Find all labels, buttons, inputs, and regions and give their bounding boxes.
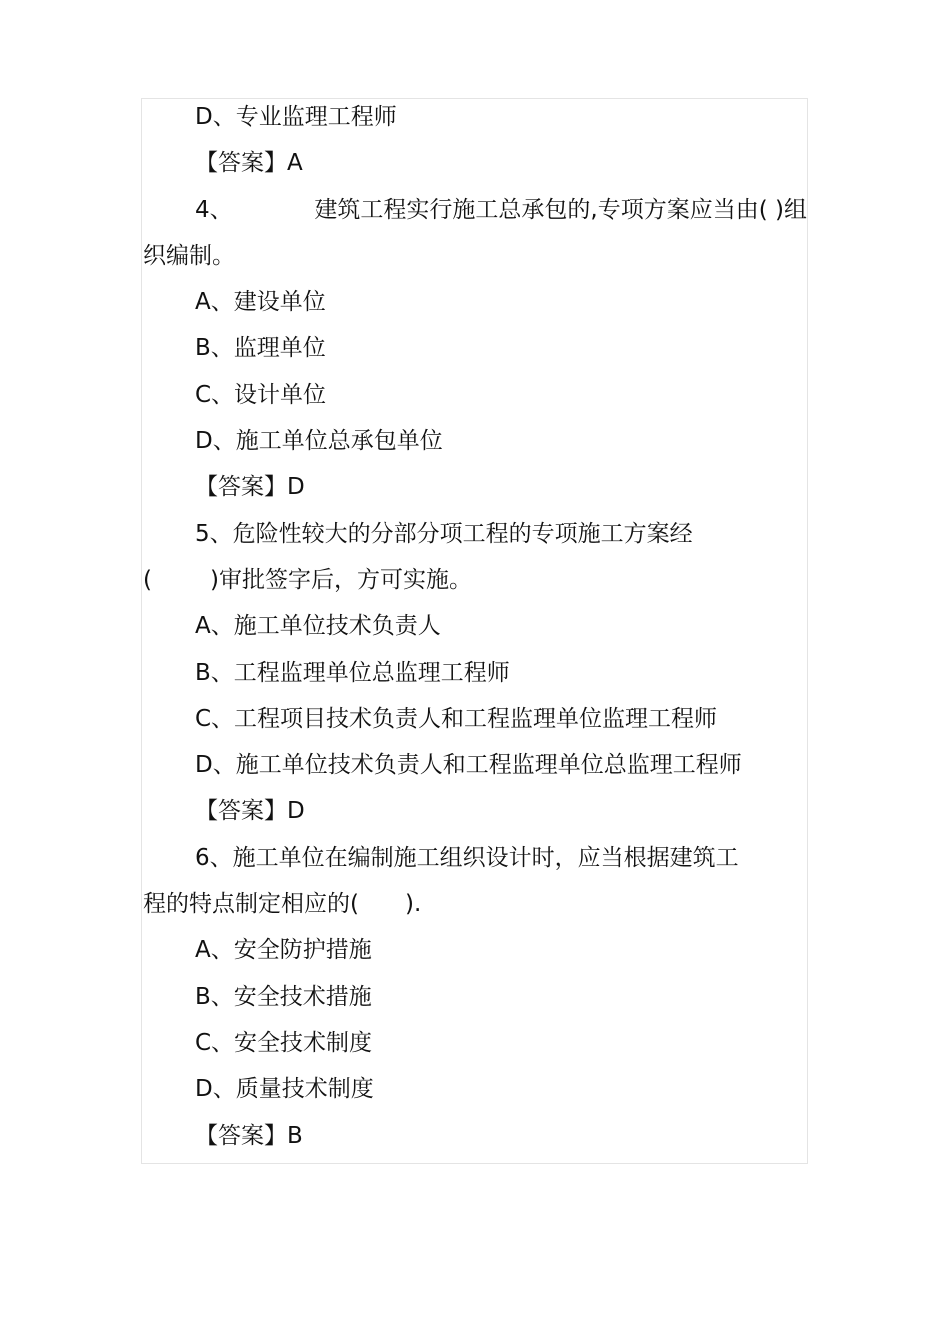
q4-answer: 【答案】D xyxy=(195,474,305,501)
document-body xyxy=(143,94,807,1159)
q4-number: 4、 xyxy=(195,196,233,223)
q4-stem-text: 建筑工程实行施工总承包的,专项方案应当由( )组 xyxy=(314,196,807,223)
q6-stem-line1: 6、施工单位在编制施工组织设计时，应当根据建筑工 xyxy=(195,844,739,871)
q5-option-d: D、施工单位技术负责人和工程监理单位总监理工程师 xyxy=(195,752,742,779)
q5-stem-rest: )审批签字后，方可实施。 xyxy=(209,566,472,593)
q5-stem-line2 xyxy=(143,557,807,603)
q6-option-a: A、安全防护措施 xyxy=(195,937,372,964)
q5-option-c: C、工程项目技术负责人和工程监理单位监理工程师 xyxy=(195,705,718,732)
q4-option-c: C、设计单位 xyxy=(195,381,327,408)
q4-option-a: A、建设单位 xyxy=(195,289,326,316)
q4-stem-line2: 织编制。 xyxy=(143,242,235,269)
q5-answer: 【答案】D xyxy=(195,798,305,825)
q5-paren-open: ( xyxy=(143,566,152,593)
prev-option-d: D、专业监理工程师 xyxy=(195,104,397,130)
q6-stem-line2: 程的特点制定相应的( ). xyxy=(143,891,422,918)
q4-option-b: B、监理单位 xyxy=(195,335,326,362)
q4-stem-line1 xyxy=(143,187,807,233)
q5-stem-line1: 5、危险性较大的分部分项工程的专项施工方案经 xyxy=(195,520,693,547)
q6-option-d: D、质量技术制度 xyxy=(195,1076,374,1103)
q6-answer: 【答案】B xyxy=(195,1122,303,1149)
q6-option-c: C、安全技术制度 xyxy=(195,1029,373,1056)
prev-answer: 【答案】A xyxy=(195,150,303,177)
q5-option-a: A、施工单位技术负责人 xyxy=(195,613,441,640)
q4-option-d: D、施工单位总承包单位 xyxy=(195,428,443,455)
q6-option-b: B、安全技术措施 xyxy=(195,983,372,1010)
q5-option-b: B、工程监理单位总监理工程师 xyxy=(195,659,510,686)
